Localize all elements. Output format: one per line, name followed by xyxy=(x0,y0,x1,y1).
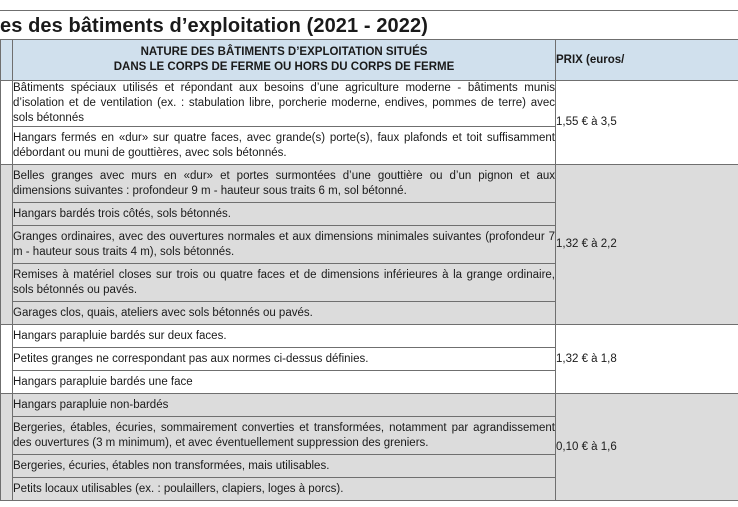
table-header-row xyxy=(1,40,738,81)
row-description: Hangars parapluie bardés une face xyxy=(13,371,556,394)
header-nature-line2: DANS LE CORPS DE FERME OU HORS DU CORPS DE FERME xyxy=(113,61,455,73)
row-description: Garages clos, quais, ateliers avec sols bétonnés ou pavés. xyxy=(13,302,556,325)
row-description: Hangars parapluie bardés sur deux faces. xyxy=(13,325,556,348)
row-description: Bergeries, étables, écuries, sommairement converties et transformées, notamment par agrandissement des ouvertures (3 m minimum), et avec éventuellement suppression des greniers. xyxy=(13,417,556,455)
header-nature-line1: NATURE DES BÂTIMENTS D’EXPLOITATION SITUÉS xyxy=(140,46,428,58)
group-left-cell xyxy=(1,325,13,394)
row-description: Hangars bardés trois côtés, sols bétonnés. xyxy=(13,203,556,226)
group-price: 1,55 € à 3,5 xyxy=(556,81,738,165)
group-left-cell xyxy=(1,165,13,325)
group-price: 1,32 € à 1,8 xyxy=(556,325,738,394)
group-price: 0,10 € à 1,6 xyxy=(556,394,738,501)
row-description: Bergeries, écuries, étables non transformées, mais utilisables. xyxy=(13,455,556,478)
table-row xyxy=(1,165,738,203)
row-description: Belles granges avec murs en «dur» et portes surmontées d’une gouttière ou d’un pignon et aux dimensions suivantes : profondeur 9 m - hauteur sous traits 6 m, sol bétonné. xyxy=(13,165,556,203)
top-rule xyxy=(0,10,738,11)
row-description: Remises à matériel closes sur trois ou quatre faces et de dimensions inférieures à la grange ordinaire, sols bétonnés ou pavés. xyxy=(13,264,556,302)
group-left-cell xyxy=(1,394,13,501)
header-left-cell xyxy=(1,40,13,81)
page-title: es des bâtiments d’exploitation (2021 - 2022) xyxy=(0,15,428,37)
row-description: Hangars parapluie non-bardés xyxy=(13,394,556,417)
table-row xyxy=(1,325,738,348)
table-row xyxy=(1,394,738,417)
group-price: 1,32 € à 2,2 xyxy=(556,165,738,325)
row-description: Bâtiments spéciaux utilisés et répondant aux besoins d’une agriculture moderne - bâtiments munis d’isolation et de ventilation (ex. : stabulation libre, porcherie moderne, endives, pommes de terre) avec sols bétonnés xyxy=(13,81,556,127)
group-left-cell xyxy=(1,81,13,165)
header-prix-cell: PRIX (euros/ xyxy=(556,40,738,81)
price-table xyxy=(0,39,738,501)
row-description: Granges ordinaires, avec des ouvertures normales et aux dimensions minimales suivantes (profondeur 7 m - hauteur sous traits 4 m), sols bétonnés. xyxy=(13,226,556,264)
header-nature-cell xyxy=(13,40,556,81)
row-description: Petits locaux utilisables (ex. : poulaillers, clapiers, loges à porcs). xyxy=(13,478,556,501)
row-description: Hangars fermés en «dur» sur quatre faces, avec grande(s) porte(s), faux plafonds et toit suffisamment débordant ou muni de gouttières, avec sols bétonnés. xyxy=(13,127,556,165)
table-row xyxy=(1,81,738,127)
row-description: Petites granges ne correspondant pas aux normes ci-dessus définies. xyxy=(13,348,556,371)
